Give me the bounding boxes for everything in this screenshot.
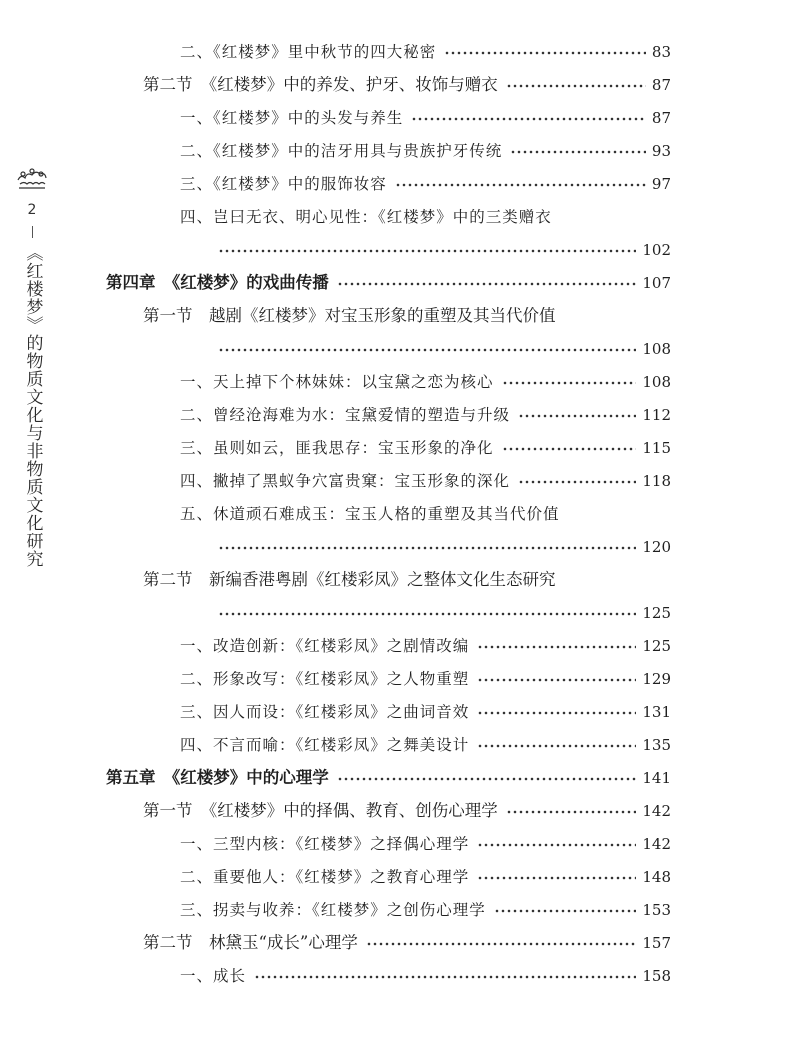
toc-entry-leader[interactable] <box>218 598 671 628</box>
toc-entry-title-text: 一、天上掉下个林妹妹：以宝黛之恋为核心 <box>180 373 494 391</box>
toc-entry-title-text: 第四章 《红楼梦》的戏曲传播 <box>106 273 329 292</box>
toc-entry-title-text: 第二节 新编香港粤剧《红楼彩凤》之整体文化生态研究 <box>143 570 556 589</box>
toc-entry-title-text: 二、重要他人：《红楼梦》之教育心理学 <box>180 868 470 886</box>
toc-entry-leader[interactable] <box>218 532 671 562</box>
toc-entry-title-text: 三、因人而设：《红楼彩凤》之曲词音效 <box>180 703 470 721</box>
toc-entry-title-text: 二、形象改写：《红楼彩凤》之人物重塑 <box>180 670 470 688</box>
toc-page-number: 102 <box>642 241 671 259</box>
toc-subsection[interactable] <box>180 730 671 760</box>
dot-leader <box>337 268 637 298</box>
toc-subsection[interactable] <box>180 895 671 925</box>
toc-entry-leader[interactable] <box>218 334 671 364</box>
toc-entry-title[interactable] <box>180 499 560 529</box>
dot-leader <box>411 103 646 133</box>
toc-section[interactable] <box>143 796 671 826</box>
dot-leader <box>477 829 636 859</box>
toc-page-number: 87 <box>651 109 671 127</box>
toc-entry-title[interactable] <box>143 301 556 331</box>
running-book-title: 《红楼梦》的物质文化与非物质文化研究 <box>22 244 43 568</box>
toc-page-number: 83 <box>651 43 671 61</box>
toc-page-number: 108 <box>642 373 671 391</box>
dot-leader <box>366 928 636 958</box>
toc-page-number: 141 <box>642 769 671 787</box>
dot-leader <box>506 796 637 826</box>
toc-entry-title-text: 四、岂曰无衣、明心见性：《红楼梦》中的三类赠衣 <box>180 208 552 226</box>
toc-page-number: 93 <box>651 142 671 160</box>
dot-leader <box>218 235 636 265</box>
dot-leader <box>444 37 646 67</box>
dot-leader <box>218 532 636 562</box>
toc-page-number: 142 <box>642 835 671 853</box>
toc-subsection[interactable] <box>180 466 671 496</box>
toc-entry-title-text: 三、拐卖与收养：《红楼梦》之创伤心理学 <box>180 901 486 919</box>
dot-leader <box>337 763 637 793</box>
toc-page-number: 125 <box>642 604 671 622</box>
dot-leader <box>518 466 636 496</box>
toc-page-number: 120 <box>642 538 671 556</box>
toc-subsection[interactable] <box>180 400 671 430</box>
dot-leader <box>518 400 636 430</box>
toc-entry-leader[interactable] <box>218 235 671 265</box>
toc-subsection[interactable] <box>180 136 671 166</box>
toc-entry-title-text: 一、成长 <box>180 967 247 985</box>
toc-entry-title-text: 第一节 越剧《红楼梦》对宝玉形象的重塑及其当代价值 <box>143 306 556 325</box>
toc-entry-title-text: 二、曾经沧海难为水：宝黛爱情的塑造与升级 <box>180 406 511 424</box>
toc-section[interactable] <box>143 928 671 958</box>
dot-leader <box>502 367 637 397</box>
dot-leader <box>254 961 636 991</box>
toc-subsection[interactable] <box>180 433 671 463</box>
toc-entry-title-text: 二、《红楼梦》里中秋节的四大秘密 <box>180 43 437 61</box>
dot-leader <box>494 895 637 925</box>
toc-page-number: 107 <box>642 274 671 292</box>
toc-subsection[interactable] <box>180 961 671 991</box>
toc-page-number: 153 <box>642 901 671 919</box>
toc-entry-title-text: 一、改造创新：《红楼彩凤》之剧情改编 <box>180 637 470 655</box>
toc-subsection[interactable] <box>180 631 671 661</box>
dot-leader <box>510 136 646 166</box>
toc-entry-title[interactable] <box>143 565 556 595</box>
toc-entry-title[interactable] <box>180 202 552 232</box>
toc-page-number: 112 <box>642 406 671 424</box>
toc-entry-title-text: 一、三型内核：《红楼梦》之择偶心理学 <box>180 835 470 853</box>
dot-leader <box>477 631 636 661</box>
toc-entry-title-text: 三、《红楼梦》中的服饰妆容 <box>180 175 387 193</box>
toc-subsection[interactable] <box>180 829 671 859</box>
toc-subsection[interactable] <box>180 862 671 892</box>
toc-subsection[interactable] <box>180 103 671 133</box>
toc-subsection[interactable] <box>180 697 671 727</box>
toc-section[interactable] <box>143 70 671 100</box>
dot-leader <box>218 334 636 364</box>
dot-leader <box>506 70 646 100</box>
toc-entry-title-text: 五、休道顽石难成玉：宝玉人格的重塑及其当代价值 <box>180 505 560 523</box>
toc-entry-title-text: 第五章 《红楼梦》中的心理学 <box>106 768 329 787</box>
toc-page-number: 129 <box>642 670 671 688</box>
toc-subsection[interactable] <box>180 169 671 199</box>
toc-page-number: 158 <box>642 967 671 985</box>
toc-page-number: 87 <box>651 76 671 94</box>
toc-entry-title-text: 一、《红楼梦》中的头发与养生 <box>180 109 404 127</box>
toc-subsection[interactable] <box>180 664 671 694</box>
toc-entry-title-text: 二、《红楼梦》中的洁牙用具与贵族护牙传统 <box>180 142 503 160</box>
toc-page-number: 142 <box>642 802 671 820</box>
toc-entry-title-text: 三、虽则如云，匪我思存：宝玉形象的净化 <box>180 439 494 457</box>
toc-page-number: 118 <box>642 472 671 490</box>
dot-leader <box>218 598 636 628</box>
dot-leader <box>477 697 636 727</box>
dot-leader <box>395 169 646 199</box>
toc-page-number: 131 <box>642 703 671 721</box>
toc-entry-title-text: 第二节 《红楼梦》中的养发、护牙、妆饰与赠衣 <box>143 75 498 94</box>
page-number: 2 <box>27 202 37 218</box>
dot-leader <box>502 433 637 463</box>
dot-leader <box>477 664 636 694</box>
toc-page-number: 97 <box>651 175 671 193</box>
toc-subsection[interactable] <box>180 367 671 397</box>
toc-chapter[interactable] <box>106 763 671 793</box>
toc-entry-title-text: 第一节 《红楼梦》中的择偶、教育、创伤心理学 <box>143 801 498 820</box>
toc-entry-title-text: 四、撇掉了黑蚁争穴富贵窠：宝玉形象的深化 <box>180 472 511 490</box>
dot-leader <box>477 730 636 760</box>
toc-chapter[interactable] <box>106 268 671 298</box>
toc-page-number: 115 <box>642 439 671 457</box>
dot-leader <box>477 862 636 892</box>
toc-page-number: 157 <box>642 934 671 952</box>
toc-page-number: 135 <box>642 736 671 754</box>
toc-entry-title-text: 第二节 林黛玉“成长”心理学 <box>143 933 358 952</box>
toc-entry-title-text: 四、不言而喻：《红楼彩凤》之舞美设计 <box>180 736 470 754</box>
toc-subsection[interactable] <box>180 37 671 67</box>
toc-page-number: 108 <box>642 340 671 358</box>
toc-page-number: 125 <box>642 637 671 655</box>
toc-page-number: 148 <box>642 868 671 886</box>
